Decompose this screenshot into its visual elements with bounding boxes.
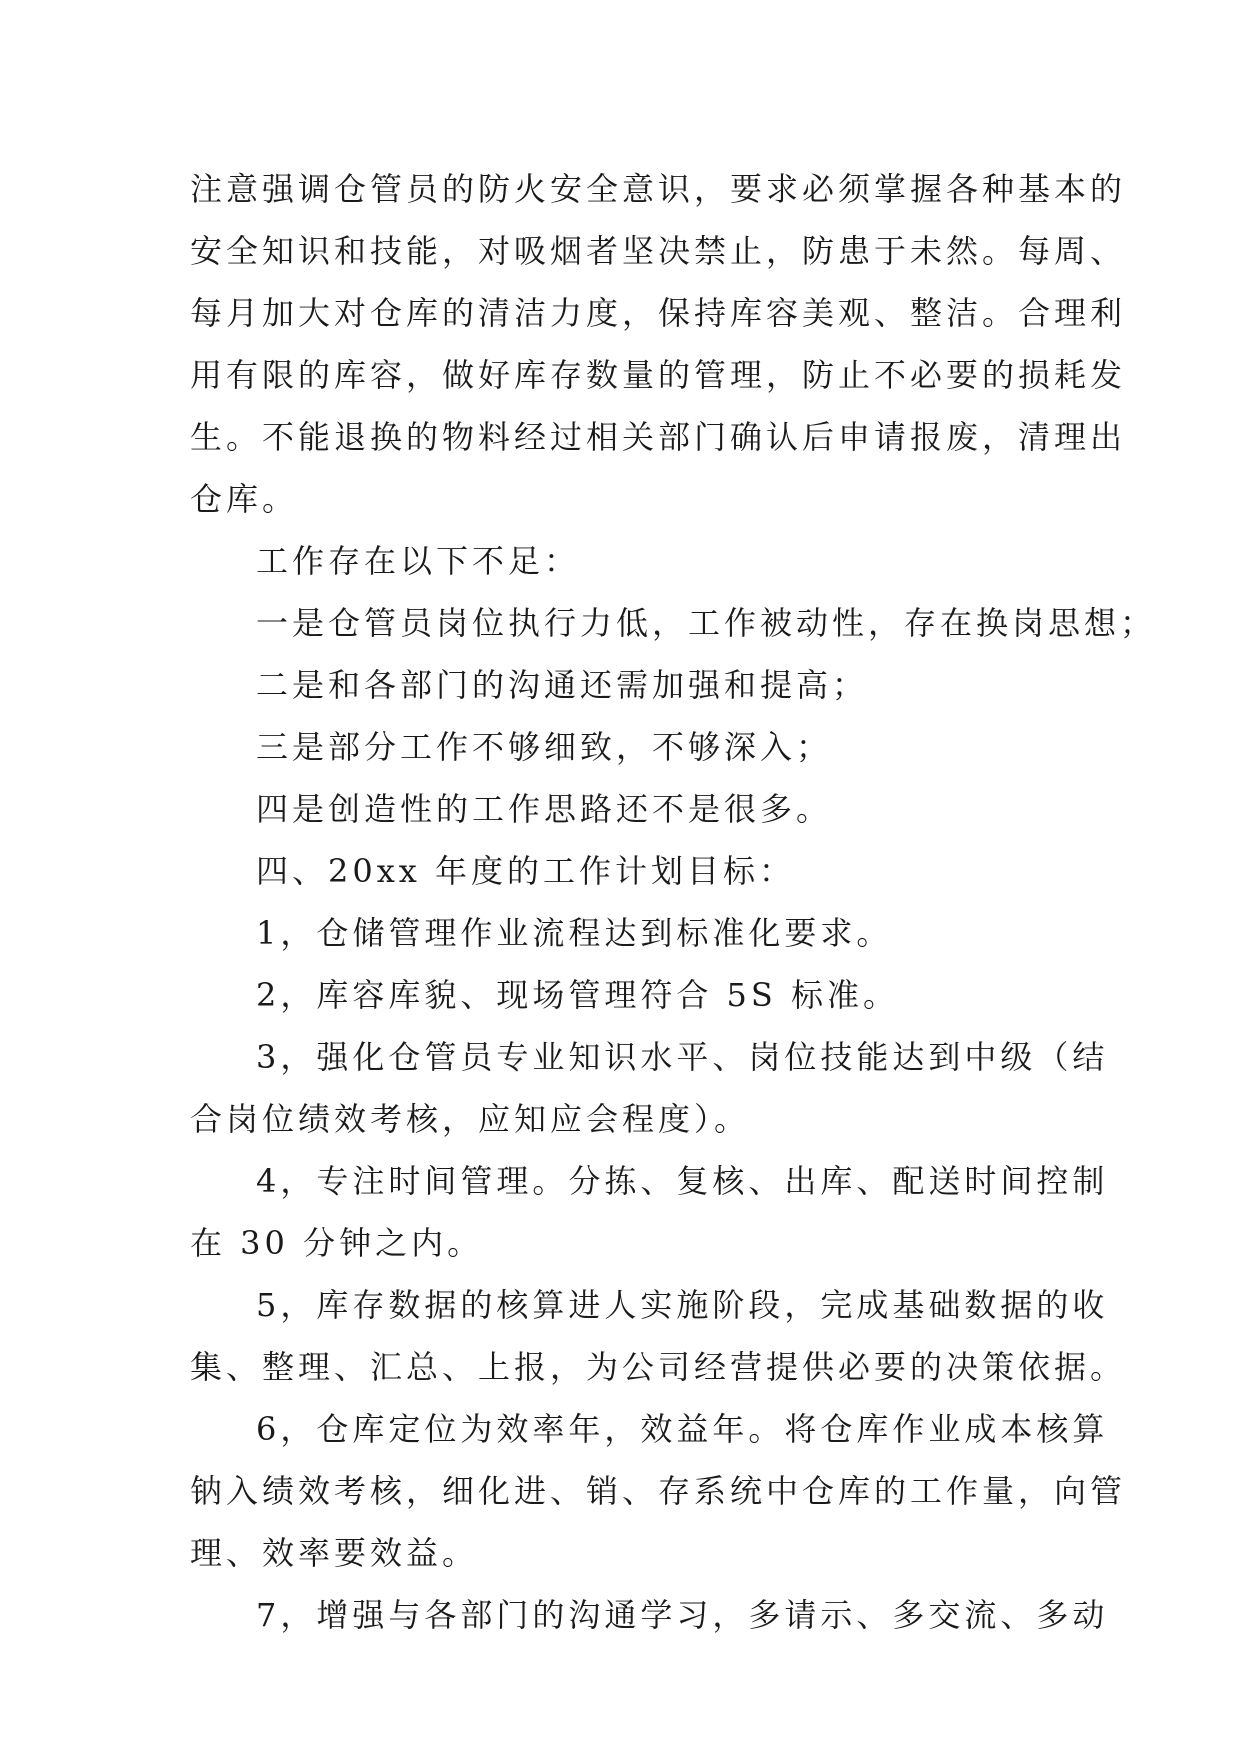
paragraph-line: 合岗位绩效考核，应知应会程度）。 bbox=[190, 1100, 751, 1138]
paragraph-line: 注意强调仓管员的防火安全意识，要求必须掌握各种基本的 bbox=[190, 170, 1127, 208]
paragraph-line: 安全知识和技能，对吸烟者坚决禁止，防患于未然。每周、 bbox=[190, 232, 1127, 270]
paragraph-line: 生。不能退换的物料经过相关部门确认后申请报废，清理出 bbox=[190, 418, 1127, 456]
paragraph-line: 钠入绩效考核，细化进、销、存系统中仓库的工作量，向管 bbox=[190, 1472, 1127, 1510]
list-item: 4，专注时间管理。分拣、复核、出库、配送时间控制 bbox=[256, 1162, 1109, 1200]
list-item: 7，增强与各部门的沟通学习，多请示、多交流、多动 bbox=[256, 1596, 1109, 1634]
paragraph-line: 仓库。 bbox=[190, 480, 299, 518]
list-item: 一是仓管员岗位执行力低，工作被动性，存在换岗思想； bbox=[256, 604, 1157, 642]
document-body bbox=[190, 158, 1157, 1646]
paragraph-line: 集、整理、汇总、上报，为公司经营提供必要的决策依据。 bbox=[190, 1348, 1127, 1386]
list-item: 6，仓库定位为效率年，效益年。将仓库作业成本核算 bbox=[256, 1410, 1109, 1448]
paragraph-line: 每月加大对仓库的清洁力度，保持库容美观、整洁。合理利 bbox=[190, 294, 1127, 332]
paragraph-line: 用有限的库容，做好库存数量的管理，防止不必要的损耗发 bbox=[190, 356, 1127, 394]
list-item: 四是创造性的工作思路还不是很多。 bbox=[256, 790, 833, 828]
list-item: 二是和各部门的沟通还需加强和提高； bbox=[256, 666, 869, 704]
list-item: 2，库容库貌、现场管理符合 5S 标准。 bbox=[256, 976, 899, 1014]
section-heading: 工作存在以下不足： bbox=[256, 542, 581, 580]
list-item: 3，强化仓管员专业知识水平、岗位技能达到中级（结 bbox=[256, 1038, 1109, 1076]
list-item: 1，仓储管理作业流程达到标准化要求。 bbox=[256, 914, 893, 952]
list-item: 三是部分工作不够细致，不够深入； bbox=[256, 728, 833, 766]
section-heading: 四、20xx 年度的工作计划目标： bbox=[256, 852, 795, 890]
list-item: 5，库存数据的核算进人实施阶段，完成基础数据的收 bbox=[256, 1286, 1109, 1324]
paragraph-line: 理、效率要效益。 bbox=[190, 1534, 479, 1572]
paragraph-line: 在 30 分钟之内。 bbox=[190, 1224, 484, 1262]
